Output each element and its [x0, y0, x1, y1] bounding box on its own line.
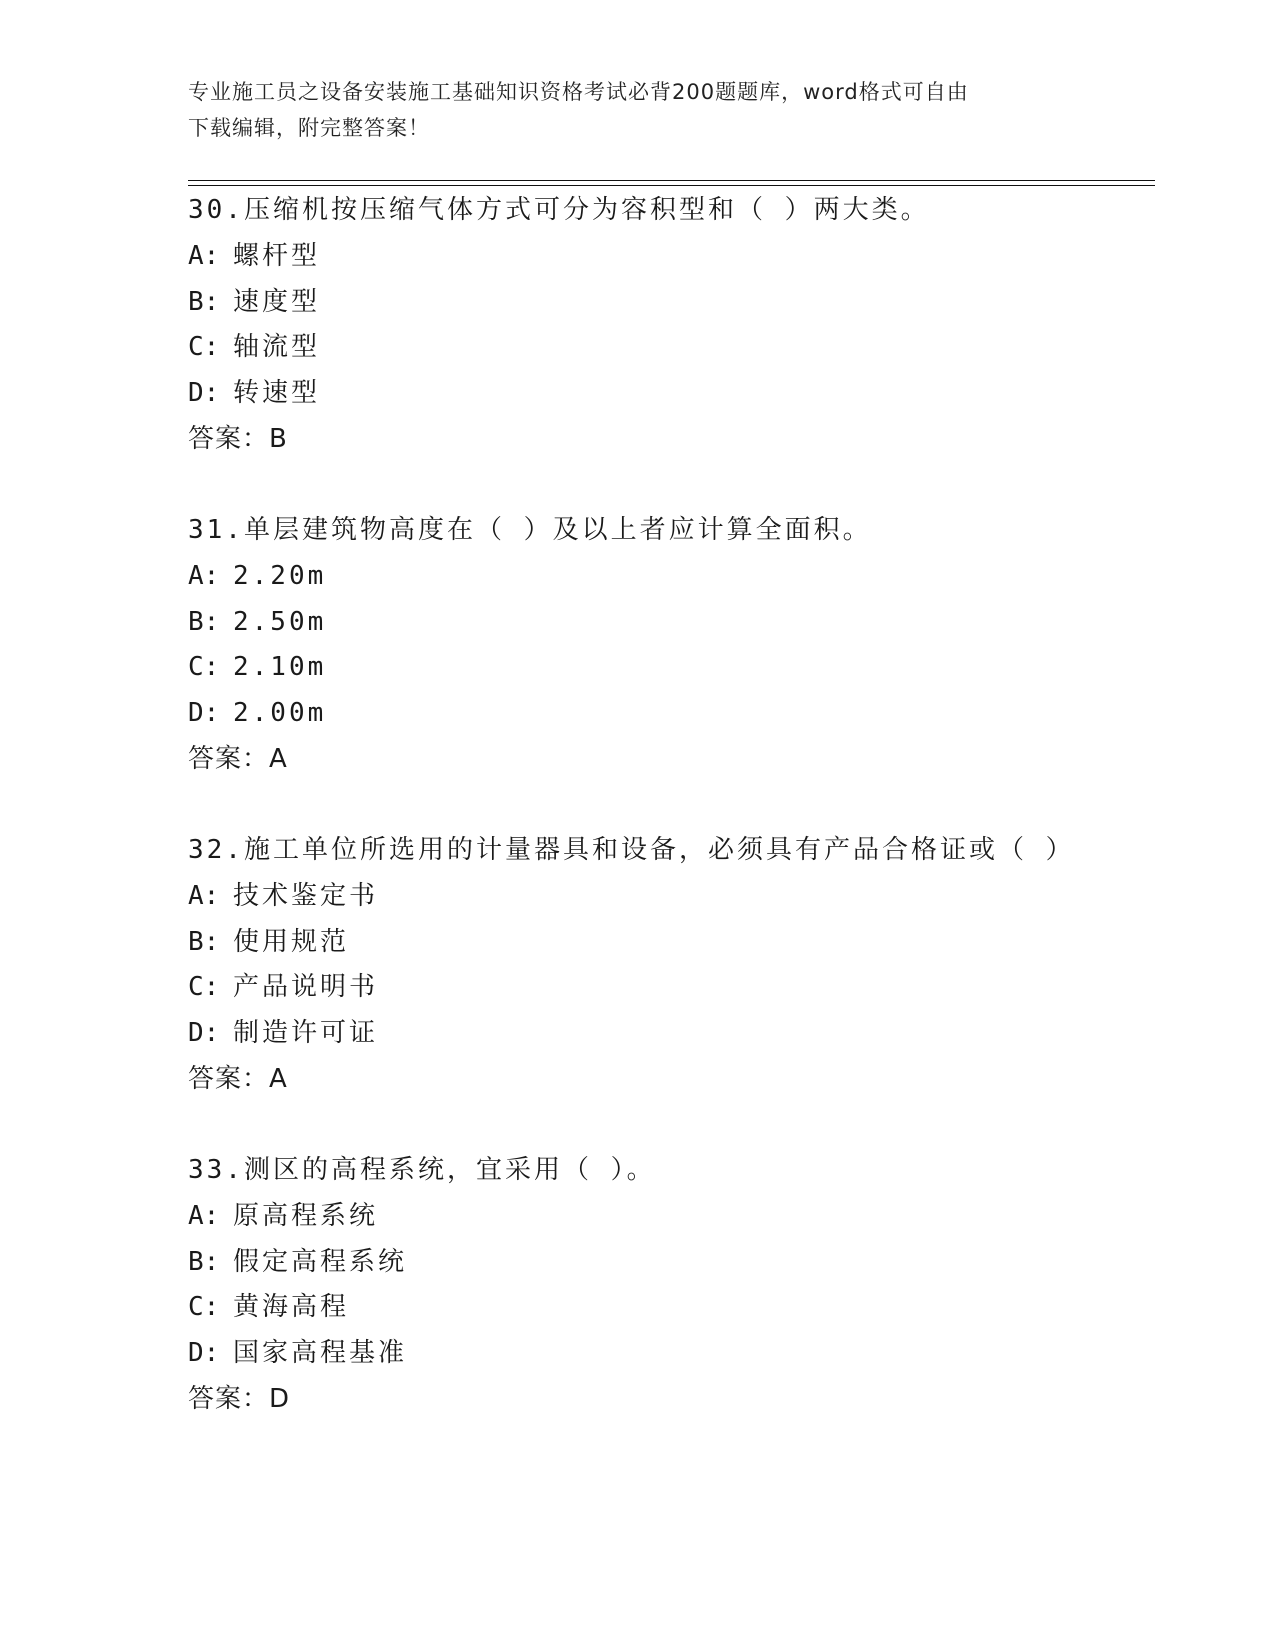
option-b [188, 280, 1168, 326]
option-text: 黄海高程 [233, 1292, 350, 1323]
option-c [188, 325, 1168, 371]
answer-line [188, 1377, 1168, 1423]
question-item [188, 188, 1168, 508]
question-item [188, 508, 1168, 828]
question-stem: 32.施工单位所选用的计量器具和设备，必须具有产品合格证或（ ） [188, 835, 1075, 865]
answer-value: B [269, 423, 288, 454]
option-text: 原高程系统 [233, 1200, 379, 1231]
answer-label: 答案： [188, 423, 270, 454]
option-text: 轴流型 [233, 332, 321, 363]
option-key: D: [188, 698, 220, 729]
option-b [188, 1240, 1168, 1286]
question-stem: 30.压缩机按压缩气体方式可分为容积型和（ ）两大类。 [188, 195, 930, 225]
option-a [188, 1194, 1168, 1240]
option-text: 2.50m [233, 606, 327, 637]
option-d [188, 1331, 1168, 1377]
option-text: 技术鉴定书 [233, 880, 379, 911]
option-text: 制造许可证 [233, 1018, 379, 1049]
option-key: B: [188, 926, 220, 957]
option-text: 产品说明书 [233, 972, 379, 1003]
option-key: C: [188, 652, 220, 683]
option-key: D: [188, 1338, 220, 1369]
option-d [188, 1011, 1168, 1057]
option-a [188, 554, 1168, 600]
answer-line [188, 417, 1168, 463]
option-c [188, 1285, 1168, 1331]
option-key: A: [188, 1200, 220, 1231]
option-text: 2.20m [233, 560, 327, 591]
option-key: D: [188, 1018, 220, 1049]
option-text: 2.00m [233, 698, 327, 729]
option-d [188, 691, 1168, 737]
question-item [188, 828, 1168, 1148]
option-text: 螺杆型 [233, 240, 321, 271]
header-divider-bottom [188, 185, 1155, 186]
option-key: C: [188, 332, 220, 363]
answer-value: D [269, 1383, 291, 1414]
option-key: A: [188, 240, 220, 271]
option-key: B: [188, 1246, 220, 1277]
answer-label: 答案： [188, 1063, 270, 1094]
option-text: 假定高程系统 [233, 1246, 408, 1277]
option-c [188, 645, 1168, 691]
option-a [188, 234, 1168, 280]
answer-label: 答案： [188, 743, 270, 774]
question-list [188, 188, 1168, 1468]
header-line-1: 专业施工员之设备安装施工基础知识资格考试必背200题题库，word格式可自由 [188, 80, 969, 104]
answer-value: A [269, 1063, 288, 1094]
option-c [188, 965, 1168, 1011]
header-line-2: 下载编辑，附完整答案！ [188, 116, 430, 140]
option-key: D: [188, 378, 220, 409]
question-stem: 31.单层建筑物高度在（ ）及以上者应计算全面积。 [188, 515, 872, 545]
option-text: 国家高程基准 [233, 1338, 408, 1369]
option-text: 2.10m [233, 652, 327, 683]
answer-value: A [269, 743, 288, 774]
option-key: C: [188, 972, 220, 1003]
answer-line [188, 1057, 1168, 1103]
option-key: B: [188, 606, 220, 637]
option-key: A: [188, 880, 220, 911]
option-b [188, 920, 1168, 966]
header-divider-top [188, 180, 1155, 181]
option-text: 使用规范 [233, 926, 350, 957]
answer-line [188, 737, 1168, 783]
option-a [188, 874, 1168, 920]
option-text: 速度型 [233, 286, 321, 317]
answer-label: 答案： [188, 1383, 270, 1414]
option-b [188, 600, 1168, 646]
option-key: B: [188, 286, 220, 317]
option-text: 转速型 [233, 378, 321, 409]
option-key: A: [188, 560, 220, 591]
question-stem: 33.测区的高程系统，宜采用（ ）。 [188, 1155, 656, 1185]
option-d [188, 371, 1168, 417]
option-key: C: [188, 1292, 220, 1323]
question-item [188, 1148, 1168, 1468]
document-header [188, 74, 1088, 146]
